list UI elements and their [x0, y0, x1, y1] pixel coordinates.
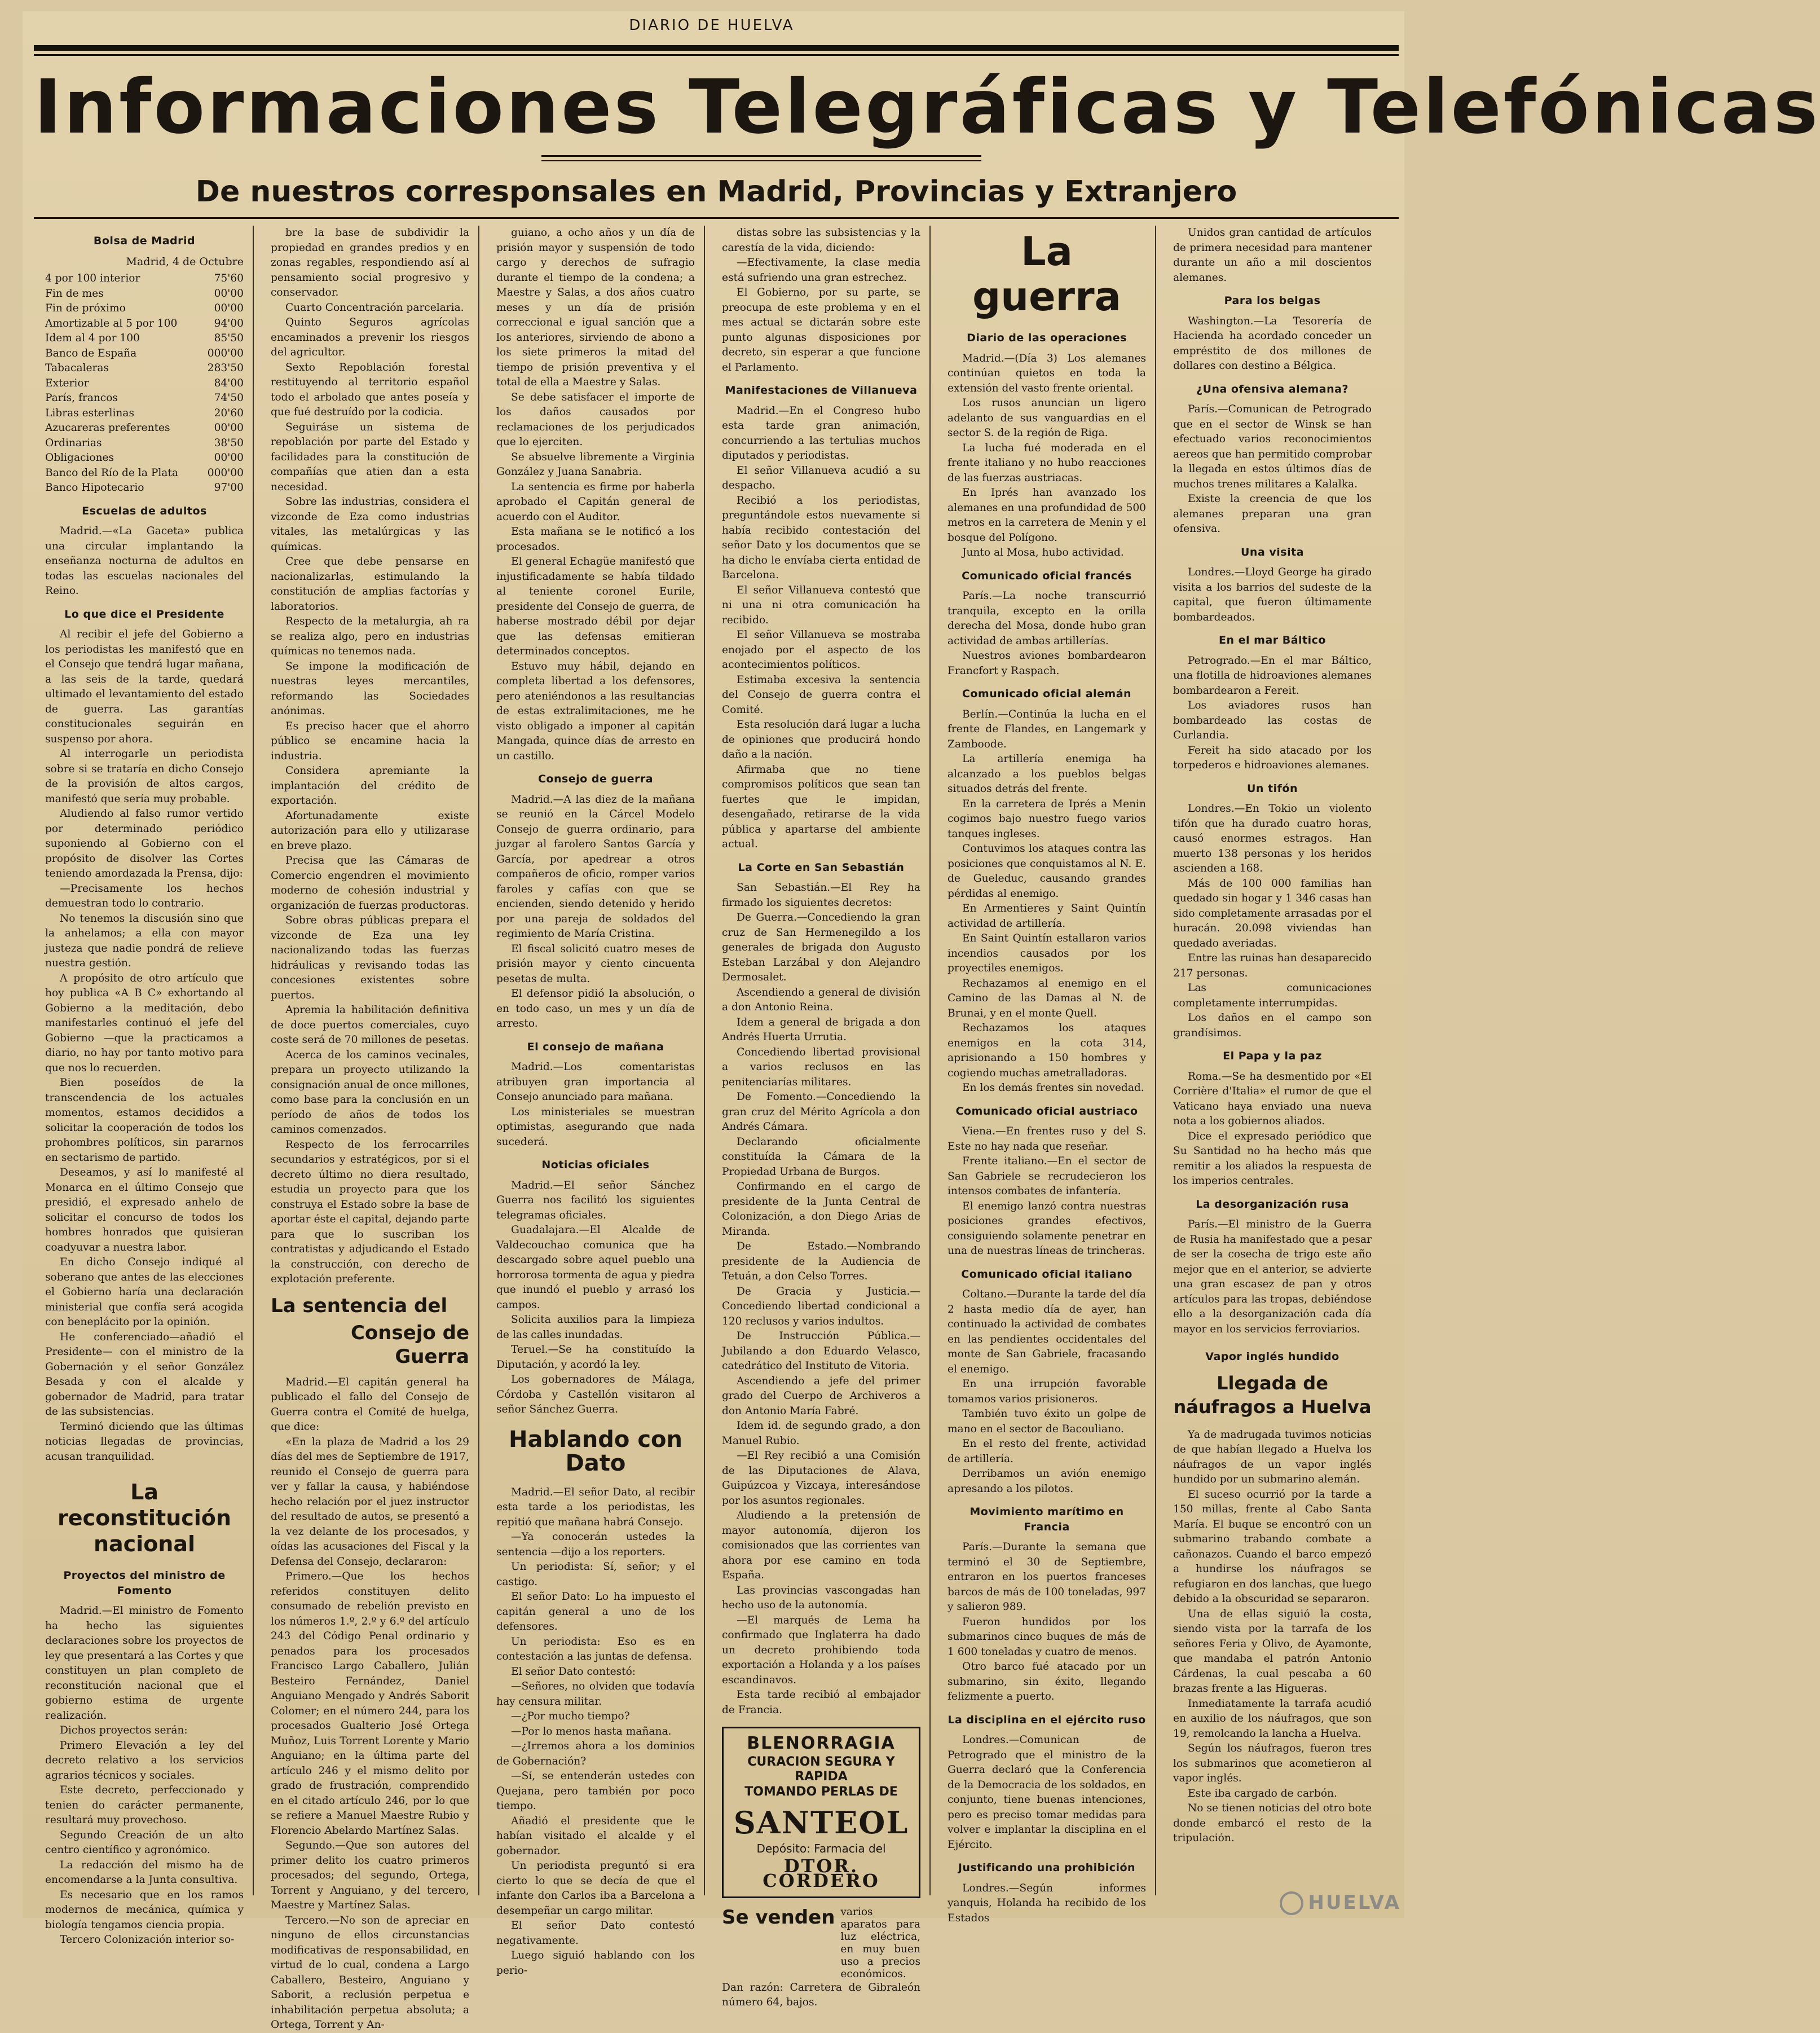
paragraph: Madrid.—El señor Dato, al recibir esta tarde a los periodistas, les repitió que mañana habrá Consejo.	[496, 1486, 695, 1528]
paragraph: —¿Por mucho tiempo?	[511, 1710, 630, 1722]
paragraph: Confirmando en el cargo de presidente de la Junta Central de Colonización, a don Diego Arias de Miranda.	[722, 1181, 920, 1238]
quote-row	[45, 481, 244, 496]
paragraph: Madrid.—El capitán general ha publicado el fallo del Consejo de Guerra contra el Comité de huelga, que dice:	[271, 1376, 469, 1433]
masthead-title: Informaciones Telegráficas y Telefónicas	[34, 64, 1820, 151]
paragraph: Frente italiano.—En el sector de San Gabriele se recrudecieron los intensos combates de infantería.	[948, 1155, 1146, 1197]
bolsa-dateline: Madrid, 4 de Octubre	[126, 255, 244, 268]
column-2	[271, 226, 469, 2031]
paragraph: Idem a general de brigada a don Andrés Huerta Urrutia.	[722, 1016, 920, 1043]
paragraph: El fiscal solicitó cuatro meses de prisión mayor y ciento cincuenta pesetas de multa.	[496, 943, 695, 985]
quote-value: 00'00	[214, 287, 244, 300]
quote-row	[45, 436, 244, 451]
paragraph: Esta resolución dará lugar a lucha de opiniones que producirá hondo daño a la nación.	[722, 719, 920, 760]
baltico-heading: En el mar Báltico	[1219, 634, 1326, 646]
paragraph: Segundo Creación de un alto centro científico y agronómico.	[45, 1829, 244, 1856]
paragraph: Un periodista: Eso es en contestación a las juntas de defensa.	[496, 1635, 695, 1662]
column-rule	[478, 226, 479, 1895]
quote-value: 283'50	[207, 362, 244, 374]
paragraph: Al recibir el jefe del Gobierno a los periodistas les manifestó que en el Consejo que tendrá lugar mañana, a las seis de la tarde, quedará ultimado el levantamiento del estado de guerra. Las garantías constitucionales seguirán en suspenso por ahora.	[45, 628, 244, 745]
paragraph: Las provincias vascongadas han hecho uso de la autonomía.	[722, 1584, 920, 1611]
quote-label: Fin de próximo	[45, 302, 126, 314]
paragraph: Afortunadamente existe autorización para ello y utilizarase en breve plazo.	[271, 809, 469, 852]
column-3	[496, 226, 695, 1977]
paragraph: Este iba cargado de carbón.	[1188, 1787, 1337, 1799]
paragraph: La redacción del mismo ha de encomendarse a la Junta consultiva.	[45, 1859, 244, 1886]
disciplina-heading: La disciplina en el ejército ruso	[948, 1713, 1146, 1726]
paragraph: El señor Villanueva se mostraba enojado por el aspecto de los acontecimientos políticos.	[722, 629, 920, 671]
paragraph: distas sobre las subsistencias y la carestía de la vida, diciendo:	[722, 227, 920, 254]
paragraph: Es preciso hacer que el ahorro público se encamine hacia la industria.	[271, 720, 469, 762]
paragraph: Dichos proyectos serán:	[60, 1724, 188, 1736]
paragraph: Coltano.—Durante la tarde del día 2 hasta medio día de ayer, han continuado la actividad de combates en las pendientes occidentales del monte de San Gabriele, fracasando el enemigo.	[948, 1288, 1146, 1375]
column-rule	[704, 226, 705, 1895]
quote-label: 4 por 100 interior	[45, 272, 140, 284]
paragraph: —Por lo menos hasta mañana.	[511, 1725, 672, 1737]
quote-label: Fin de mes	[45, 287, 104, 300]
header-rule-top	[34, 45, 1399, 51]
paragraph: Apremia la habilitación definitiva de doce puertos comerciales, cuyo coste será de 70 millones de pesetas.	[271, 1004, 469, 1046]
baltico-body	[1173, 654, 1372, 773]
paragraph: Petrogrado.—En el mar Báltico, una flotilla de hidroaviones alemanes bombardearon a Fereit.	[1173, 654, 1372, 697]
subhead-rule	[34, 217, 1399, 219]
quote-row	[45, 406, 244, 421]
quote-label: Ordinarias	[45, 437, 102, 449]
paragraph: —¿Irremos ahora a los dominios de Gobernación?	[496, 1740, 695, 1767]
paragraph: Derribamos un avión enemigo apresando a los pilotos.	[948, 1468, 1146, 1495]
paragraph: —Efectivamente, la clase media está sufriendo una gran estrechez.	[722, 257, 920, 284]
quote-value: 85'50	[214, 332, 244, 344]
paragraph: Otro barco fué atacado por un submarino, sin éxito, llegando felizmente a puerto.	[948, 1661, 1146, 1702]
visita-body	[1173, 565, 1372, 625]
column-rule	[1155, 226, 1156, 1895]
paragraph: Existe la creencia de que los alemanes preparan una gran ofensiva.	[1173, 493, 1372, 535]
paragraph: El señor Dato contestó negativamente.	[496, 1920, 695, 1947]
naufragos-body	[1173, 1428, 1372, 1846]
quote-value: 74'50	[214, 392, 244, 404]
paragraph: También tuvo éxito un golpe de mano en el sector de Bacouliano.	[948, 1408, 1146, 1435]
sale-text: varios aparatos para luz eléctrica, en muy buen uso a precios económicos.	[840, 1906, 920, 1980]
quote-label: Banco del Río de la Plata	[45, 467, 178, 479]
paragraph: Respecto de los ferrocarriles secundarios y estratégicos, por si el decreto último no diera resultado, estudia un proyecto para que los construya el Estado sobre la base de aportar éste el capital, dejando parte para que lo suscriban los contratistas y adjudicando el Estado la construcción, con derecho de explotación preferente.	[271, 1138, 469, 1285]
paragraph: Londres.—En Tokio un violento tifón que ha durado cuatro horas, causó enormes estragos. Han muerto 138 personas y los heridos ascienden a 168.	[1173, 803, 1372, 874]
paragraph: El Gobierno, por su parte, se preocupa de este problema y en el mes actual se dictarán sobre este punto algunas disposiciones por decreto, sin esperar a que funcione el Parlamento.	[722, 287, 920, 373]
paragraph: Las comunicaciones completamente interrumpidas.	[1173, 982, 1372, 1009]
quote-label: Amortizable al 5 por 100	[45, 317, 178, 329]
paragraph: Rechazamos al enemigo en el Camino de las Damas al N. de Brunai, y en el monte Quell.	[948, 977, 1146, 1019]
watermark-text: HUELVA	[1308, 1891, 1401, 1914]
paragraph: El suceso ocurrió por la tarde a 150 millas, frente al Cabo Santa María. El buque se encontró con un submarino trabando combate a cañonazos. Cuando el barco empezó a hundirse los náufragos se refugiaron en dos lanchas, que luego debido a la obscuridad se separaron.	[1173, 1488, 1372, 1605]
paragraph: Bien poseídos de la transcendencia de los actuales momentos, estamos decididos a solicitar la cooperación de todos los prohombres políticos, sin pararnos en sectarismo de partido.	[45, 1077, 244, 1164]
paragraph: —Sí, se entenderán ustedes con Quejana, pero también por poco tiempo.	[496, 1770, 695, 1812]
quote-value: 97'00	[214, 482, 244, 494]
paragraph: Tercero Colonización interior so-	[60, 1934, 235, 1946]
column-3-body	[496, 226, 695, 764]
ad-line-3: TOMANDO PERLAS DE	[744, 1784, 898, 1799]
quote-row	[45, 391, 244, 406]
ofensiva-body	[1173, 402, 1372, 537]
belgas-heading: Para los belgas	[1224, 294, 1321, 307]
column-4-body	[722, 226, 920, 375]
paragraph: Londres.—Comunican de Petrogrado que el ministro de la Guerra declaró que la Conferencia de la Democracia de los soldados, en conjunto, tiene buenas intenciones, pero es preciso tomar medidas para volver e implantar la disciplina en el Ejército.	[948, 1734, 1146, 1851]
paragraph: Quinto Seguros agrícolas encaminados a prevenir los riesgos del agricultor.	[271, 316, 469, 358]
quote-value: 84'00	[214, 377, 244, 389]
paragraph: Es necesario que en los ramos modernos de mecánica, química y biología tengamos ciencia propia.	[45, 1889, 244, 1931]
paragraph: Tercero.—No son de apreciar en ninguno de ellos circunstancias modificativas de responsabilidad, en virtud de lo cual, condena a Largo Caballero, Besteiro, Anguiano y Saborit, a reclusión perpetua e inhabilitación perpetua absoluta; a Ortega, Torrent y An-	[271, 1914, 469, 2031]
quote-value: 00'00	[214, 422, 244, 434]
paragraph: Contuvimos los ataques contra las posiciones que conquistamos al N. E. de Gueleduc, causando grandes pérdidas al enemigo.	[948, 843, 1146, 900]
paragraph: Declarando oficialmente constituída la Cámara de la Propiedad Urbana de Burgos.	[722, 1136, 920, 1178]
quote-row	[45, 301, 244, 316]
sale-notice	[722, 1906, 920, 1981]
paragraph: Entre las ruinas han desaparecido 217 personas.	[1173, 952, 1372, 979]
quote-row	[45, 466, 244, 481]
belgas-body	[1173, 314, 1372, 374]
column-2-body	[271, 226, 469, 1287]
paragraph: Teruel.—Se ha constituído la Diputación, y acordó la ley.	[496, 1344, 695, 1371]
paragraph: Más de 100 000 familias han quedado sin hogar y 1 346 casas han sido completamente arrasadas por el huracán. 20.098 viviendas han quedado averiadas.	[1173, 877, 1372, 949]
paragraph: El señor Dato: Lo ha impuesto el capitán general a uno de los defensores.	[496, 1591, 695, 1632]
paragraph: —El Rey recibió a una Comisión de las Diputaciones de Alava, Guipúzcoa y Vizcaya, interesándose por los asuntos regionales.	[722, 1450, 920, 1507]
aleman-body	[948, 707, 1146, 1096]
paragraph: Idem id. de segundo grado, a don Manuel Rubio.	[722, 1420, 920, 1447]
dato-body	[496, 1485, 695, 1979]
paragraph: Cree que debe pensarse en nacionalizarlas, estimulando la constitución de amplias factorías y laboratorios.	[271, 556, 469, 613]
paragraph: De Fomento.—Concediendo la gran cruz del Mérito Agrícola a don Andrés Cámara.	[722, 1091, 920, 1133]
paragraph: Washington.—La Tesorería de Hacienda ha acordado conceder un empréstito de dos millones de dollares con destino a Bélgica.	[1173, 315, 1372, 372]
quote-row	[45, 376, 244, 391]
ofensiva-heading: ¿Una ofensiva alemana?	[1196, 382, 1349, 395]
paragraph: Madrid.—El ministro de Fomento ha hecho las siguientes declaraciones sobre los proyectos de ley que presentará a las Cortes y que constituyen un plan completo de reconstitución nacional que el gobierno estima de urgente realización.	[45, 1605, 244, 1722]
tifon-body	[1173, 802, 1372, 1041]
paragraph: He conferenciado—añadió el Presidente— con el ministro de la Gobernación y el señor González Besada y con el alcalde y gobernador de Madrid, para tratar de las subsistencias.	[45, 1331, 244, 1418]
paragraph: Los gobernadores de Málaga, Córdoba y Castellón visitaron al señor Sánchez Guerra.	[496, 1374, 695, 1415]
paragraph: Al interrogarle un periodista sobre si se trataría en dicho Consejo de la provisión de altos cargos, manifestó que sería muy probable.	[45, 748, 244, 805]
papa-heading: El Papa y la paz	[1223, 1050, 1322, 1062]
noticias-heading: Noticias oficiales	[541, 1159, 650, 1171]
papa-body	[1173, 1070, 1372, 1189]
corte-heading: La Corte en San Sebastián	[738, 861, 905, 874]
paragraph: El señor Villanueva acudió a su despacho.	[722, 464, 920, 491]
paragraph: En Armentieres y Saint Quintín actividad de artillería.	[948, 903, 1146, 930]
paragraph: «En la plaza de Madrid a los 29 días del mes de Septiembre de 1917, reunido el Consejo de guerra para ver y fallar la causa, y habiéndose hecho relación por el juez instructor del resultado de autos, se presentó a la vez delante de los procesados, y oídas las acusaciones del Fiscal y la Defensa del Consejo, declararon:	[271, 1436, 469, 1568]
paragraph: En el resto del frente, actividad de artillería.	[948, 1438, 1146, 1465]
paragraph: Se impone la modificación de nuestras leyes mercantiles, reformando las Sociedades anónimas.	[271, 660, 469, 717]
visita-heading: Una visita	[1240, 545, 1304, 558]
column-rule	[929, 226, 931, 1895]
paragraph: Un periodista preguntó si era cierto lo que se decía de que el infante don Carlos iba a Barcelona a desempeñar un cargo militar.	[496, 1860, 695, 1917]
dato-heading: Hablando con Dato	[509, 1426, 682, 1476]
paragraph: En los demás frentes sin novedad.	[962, 1082, 1144, 1094]
maritimo-heading: Movimiento marítimo en Francia	[970, 1506, 1124, 1533]
quote-label: Idem al 4 por 100	[45, 332, 140, 344]
paragraph: En la carretera de Iprés a Menin cogimos bajo nuestro fuego varios tanques ingleses.	[948, 798, 1146, 840]
ad-line-5: Depósito: Farmacia del	[756, 1842, 886, 1855]
paragraph: En una irrupción favorable tomamos varios prisioneros.	[948, 1378, 1146, 1405]
sentencia-heading-1: La sentencia del	[271, 1294, 448, 1317]
escuelas-heading: Escuelas de adultos	[82, 504, 207, 517]
quote-value: 75'60	[214, 272, 244, 284]
paragraph: Roma.—Se ha desmentido por «El Corrière d'Italia» el rumor de que el Vaticano haya enviado una nueva nota a los gobiernos aliados.	[1173, 1070, 1372, 1127]
paragraph: París.—Durante la semana que terminó el 30 de Septiembre, entraron en los puertos franceses barcos de más de 100 toneladas, 997 y salieron 989.	[948, 1541, 1146, 1613]
bolsa-heading: Bolsa de Madrid	[93, 235, 196, 247]
paragraph: El enemigo lanzó contra nuestras posiciones grandes efectivos, consiguiendo solamente penetrar en una de nuestras líneas de trincheras.	[948, 1200, 1146, 1257]
paragraph: Segundo.—Que son autores del primer delito los cuatro primeros procesados; del segundo, Ortega, Torrent y Anguiano, y del tercero, Maestre y Martínez Salas.	[271, 1840, 469, 1911]
paragraph: Sobre las industrias, considera el vizconde de Eza como industrias vitales, las metalúrgicas y las químicas.	[271, 496, 469, 553]
paragraph: Añadió el presidente que le habían visitado el alcalde y el gobernador.	[496, 1815, 695, 1857]
corte-body	[722, 881, 920, 1718]
paragraph: Estuvo muy hábil, dejando en completa libertad a los defensores, pero ateniéndonos a las resultancias de estas extralimitaciones, me he visto obligado a imponer al capitán Mangada, quince días de arresto en un castillo.	[496, 660, 695, 762]
italiano-body	[948, 1287, 1146, 1497]
paragraph: Ascendiendo a jefe del primer grado del Cuerpo de Archiveros a don Antonio María Fabré.	[722, 1375, 920, 1417]
paragraph: Los rusos anuncian un ligero adelanto de sus vanguardias en el sector S. de la región de Riga.	[948, 397, 1146, 439]
quote-label: Banco de España	[45, 347, 137, 359]
naufragos-heading: Llegada de náufragos a Huelva	[1173, 1372, 1372, 1418]
quote-value: 000'00	[207, 467, 244, 479]
reconstitucion-heading: La reconstitución nacional	[58, 1480, 231, 1556]
masthead-ornament	[541, 155, 981, 161]
austriaco-heading: Comunicado oficial austriaco	[955, 1104, 1138, 1117]
paragraph: Precisa que las Cámaras de Comercio engendren el movimiento moderno de cohesión industrial y organización de fuerzas productoras.	[271, 855, 469, 912]
sale-address: Dan razón: Carretera de Gibraleón número 64, bajos.	[722, 1981, 920, 2008]
tifon-heading: Un tifón	[1246, 782, 1298, 795]
paragraph: Se absuelve libremente a Virginia González y Juana Sanabria.	[496, 451, 695, 478]
vapor-heading: Vapor inglés hundido	[1205, 1350, 1339, 1363]
proyectos-heading: Proyectos del ministro de Fomento	[63, 1569, 226, 1597]
santeol-advertisement	[722, 1727, 920, 1898]
diario-body	[948, 351, 1146, 561]
paragraph: En Saint Quintín estallaron varios incendios causados por los proyectiles enemigos.	[948, 932, 1146, 974]
ad-line-1: BLENORRAGIA	[747, 1733, 896, 1753]
quote-row	[45, 287, 244, 302]
paragraph: —Precisamente los hechos demuestran todo lo contrario.	[45, 882, 244, 909]
villanueva-heading: Manifestaciones de Villanueva	[725, 384, 918, 397]
paragraph: Ascendiendo a general de división a don Antonio Reina.	[722, 986, 920, 1013]
presidente-heading: Lo que dice el Presidente	[64, 608, 224, 621]
paragraph: París.—Comunican de Petrogrado que en el sector de Winsk se han efectuado varios reconocimientos aereos que han permitido comprobar la llegada en estos últimos días de muchos trenes militares a Kalalka.	[1173, 403, 1372, 490]
austriaco-body	[948, 1124, 1146, 1259]
paragraph: guiano, a ocho años y un día de prisión mayor y suspensión de todo cargo y derechos de sufragio durante el tiempo de la condena; a Maestre y Salas, a dos años cuatro meses y un día de prisión correccional e igual sanción que a los anteriores, sirviendo de abono a los siete primeros la mitad del tiempo de prisión preventiva y el total de ella a Maestre y Salas.	[496, 227, 695, 388]
paragraph: El señor Villanueva contestó que ni una ni otra comunicación ha recibido.	[722, 584, 920, 626]
column-6-body	[1173, 226, 1372, 285]
consejo-heading: Consejo de guerra	[537, 773, 654, 785]
paragraph: Los ministeriales se muestran optimistas, asegurando que nada sucederá.	[496, 1106, 695, 1148]
ad-pharmacy: DTOR. CORDERO	[763, 1855, 880, 1891]
presidente-body	[45, 627, 244, 1464]
quote-row	[45, 316, 244, 332]
frances-heading: Comunicado oficial francés	[962, 569, 1132, 582]
paragraph: En Iprés han avanzado los alemanes en una profundidad de 500 metros en la carretera de Menin y el bosque del Polígono.	[948, 487, 1146, 544]
paragraph: Aludiendo al falso rumor vertido por determinado periódico suponiendo al Gobierno con el propósito de disolver las Cortes teniendo amordazada la Prensa, dijo:	[45, 808, 244, 879]
paragraph: Fueron hundidos por los submarinos cinco buques de más de 1 600 toneladas y cuatro de menos.	[948, 1616, 1146, 1658]
quote-row	[45, 421, 244, 436]
paragraph: La artillería enemiga ha alcanzado a los pueblos belgas situados detrás del frente.	[948, 753, 1146, 795]
quote-row	[45, 361, 244, 376]
paragraph: Londres.—Según informes yanquis, Holanda ha recibido de los Estados	[948, 1882, 1146, 1924]
paragraph: El general Echagüe manifestó que injustificadamente se había tildado al teniente coronel Eurile, presidente del Consejo de guerra, de haberse mostrado débil por dejar que las defensas emitieran determinados conceptos.	[496, 556, 695, 657]
consejo-body	[496, 793, 695, 1032]
paragraph: Viena.—En frentes ruso y del S. Este no hay nada que reseñar.	[948, 1125, 1146, 1152]
paragraph: Considera apremiante la implantación del crédito de exportación.	[271, 765, 469, 807]
paragraph: Sexto Repoblación forestal restituyendo al territorio español todo el arbolado que antes poseía y que fué destruído por la codicia.	[271, 361, 469, 418]
maritimo-body	[948, 1540, 1146, 1705]
header-rule-thin	[34, 54, 1399, 56]
diario-heading: Diario de las operaciones	[967, 332, 1127, 344]
paragraph: Afirmaba que no tiene compromisos políticos que sean tan fuertes que le impidan, desengañado, retirarse de la vida pública y apartarse del ambiente actual.	[722, 763, 920, 850]
paragraph: Esta mañana se le notificó a los procesados.	[496, 526, 695, 553]
disciplina-body	[948, 1733, 1146, 1852]
justificando-heading: Justificando una prohibición	[958, 1862, 1136, 1874]
paragraph: San Sebastián.—El Rey ha firmado los siguientes decretos:	[722, 882, 920, 909]
sale-heading: Se venden	[722, 1906, 835, 1929]
paragraph: Los aviadores rusos han bombardeado las costas de Curlandia.	[1173, 699, 1372, 741]
paragraph: bre la base de subdividir la propiedad en grandes predios y en zonas regables, respondiendo así al pensamiento social progresivo y conservador.	[271, 227, 469, 298]
quote-row	[45, 451, 244, 466]
column-rule	[253, 226, 254, 1895]
noticias-body	[496, 1178, 695, 1418]
paragraph: De Gracia y Justicia.—Concediendo libertad condicional a 120 reclusos y varios indultos.	[722, 1285, 920, 1327]
paragraph: De Guerra.—Concediendo la gran cruz de San Hermenegildo a los generales de brigada don Augusto Esteban Larzábal y don Alejandro Dermosalet.	[722, 912, 920, 983]
ad-line-2: CURACION SEGURA Y RAPIDA	[747, 1754, 895, 1784]
paragraph: Madrid.—El señor Sánchez Guerra nos facilitó los siguientes telegramas oficiales.	[496, 1179, 695, 1221]
paragraph: Seguiráse un sistema de repoblación por parte del Estado y facilidades para la constitución de compañías que atien dan a esta necesidad.	[271, 421, 469, 493]
quote-value: 20'60	[214, 407, 244, 419]
justificando-body	[948, 1881, 1146, 1926]
paragraph: Una de ellas siguió la costa, siendo vista por la tarrafa de los señores Feria y Olivo, de Ayamonte, que mandaba el patrón Antonio Cárdenas, la cual pescaba a 60 brazas frente a las Higueras.	[1173, 1608, 1372, 1695]
quote-label: Tabacaleras	[45, 362, 109, 374]
paragraph: Cuarto Concentración parcelaria.	[285, 301, 464, 314]
column-4	[722, 226, 920, 2008]
paragraph: Este decreto, perfeccionado y tenien do carácter permanente, resultará muy provechoso.	[45, 1784, 244, 1826]
column-6	[1173, 226, 1372, 1895]
watermark-ring-icon	[1280, 1891, 1303, 1915]
paragraph: Esta tarde recibió al embajador de Francia.	[722, 1689, 920, 1716]
quote-row	[45, 331, 244, 346]
paragraph: Deseamos, y así lo manifesté al Monarca en el último Consejo que presidió, el expresado anhelo de solicitar el concurso de todos los hombres honrados que quisieran coadyuvar a nuestra labor.	[45, 1167, 244, 1253]
paragraph: Madrid.—A las diez de la mañana se reunió en la Cárcel Modelo Consejo de guerra ordinario, para juzgar al farolero Santos García y García, por apedrear a otros compañeros de oficio, romper varios faroles y cafías con que se encienden, siendo detenido y herido por una pareja de soldados del regimiento de María Cristina.	[496, 793, 695, 940]
quote-value: 00'00	[214, 452, 244, 464]
quote-row	[45, 346, 244, 362]
paragraph: —Ya conocerán ustedes la sentencia —dijo a los reporters.	[496, 1531, 695, 1558]
paragraph: Inmediatamente la tarrafa acudió en auxilio de los náufragos, que son 19, remolcando la lancha a Huelva.	[1173, 1697, 1372, 1740]
manana-body	[496, 1060, 695, 1150]
paragraph: Guadalajara.—El Alcalde de Valdecouchao comunica que ha descargado sobre aquel pueblo una horrorosa tormenta de agua y piedra que inundó el pueblo y arrasó los campos.	[496, 1224, 695, 1311]
paragraph: Madrid.—(Día 3) Los alemanes continúan quietos en toda la extensión del vasto frente oriental.	[948, 352, 1146, 394]
paragraph: —Señores, no olviden que todavía hay censura militar.	[496, 1680, 695, 1708]
paragraph: El señor Dato contestó:	[511, 1665, 636, 1678]
paragraph: Rechazamos los ataques enemigos en la cota 314, aprisionando a 150 hombres y cogiendo muchas ametralladoras.	[948, 1022, 1146, 1079]
paragraph: De Estado.—Nombrando presidente de la Audiencia de Tetuán, a don Celso Torres.	[722, 1240, 920, 1282]
quote-value: 00'00	[214, 302, 244, 314]
paragraph: Acerca de los caminos vecinales, prepara un proyecto utilizando la consignación anual de once millones, como base para la conclusión en un período de años de todos los caminos comenzados.	[271, 1049, 469, 1136]
escuelas-text: Madrid.—«La Gaceta» publica una circular implantando la enseñanza nocturna de adultos en todas las escuelas nacionales del Reino.	[45, 525, 244, 597]
frances-body	[948, 589, 1146, 679]
rusa-heading: La desorganización rusa	[1196, 1198, 1349, 1211]
paragraph: Madrid.—Los comentaristas atribuyen gran importancia al Consejo anunciado para mañana.	[496, 1061, 695, 1103]
paragraph: París.—La noche transcurrió tranquila, excepto en la orilla derecha del Mosa, donde hubo gran actividad de ambas artillerías.	[948, 590, 1146, 647]
aleman-heading: Comunicado oficial alemán	[962, 688, 1132, 700]
paragraph: No se tienen noticias del otro bote donde embarcó el resto de la tripulación.	[1173, 1802, 1372, 1844]
paragraph: Luego siguió hablando con los perio-	[496, 1950, 695, 1977]
paragraph: Berlín.—Continúa la lucha en el frente de Flandes, en Langemark y Zamboode.	[948, 708, 1146, 750]
quote-label: París, francos	[45, 392, 118, 404]
paragraph: Ya de madrugada tuvimos noticias de que habían llegado a Huelva los náufragos de un vapor inglés hundido por un submarino alemán.	[1173, 1428, 1372, 1485]
paragraph: Concediendo libertad provisional a varios reclusos en las penitenciarías militares.	[722, 1046, 920, 1088]
paragraph: Un periodista: Sí, señor; y el castigo.	[496, 1561, 695, 1588]
sentencia-heading-2: Consejo de Guerra	[350, 1321, 469, 1368]
quote-row	[45, 271, 244, 287]
paragraph: En dicho Consejo indiqué al soberano que antes de las elecciones el Gobierno haría una declaración ministerial que confía será acogida con beneplácito por la opinión.	[45, 1256, 244, 1328]
paragraph: De Instrucción Pública.—Jubilando a don Eduardo Velasco, catedrático del Instituto de Vitoria.	[722, 1330, 920, 1372]
quote-value: 94'00	[214, 317, 244, 329]
paragraph: Respecto de la metalurgia, ah ra se realiza algo, pero en industrias químicas no tenemos nada.	[271, 615, 469, 657]
column-5	[948, 226, 1146, 1924]
archive-watermark-logo	[1280, 1891, 1401, 1916]
paragraph: La lucha fué moderada en el frente italiano y no hubo reacciones de las fuerzas austriacas.	[948, 442, 1146, 484]
subhead-title: De nuestros corresponsales en Madrid, Provincias y Extranjero	[195, 175, 1237, 209]
italiano-heading: Comunicado oficial italiano	[961, 1268, 1132, 1280]
paragraph: Unidos gran cantidad de artículos de primera necesidad para mantener durante un año a mil doscientos alemanes.	[1173, 227, 1372, 284]
paragraph: Sobre obras públicas prepara el vizconde de Eza una ley nacionalizando todas las fuerzas hidráulicas y revisando todas las concesiones existentes sobre puertos.	[271, 914, 469, 1001]
proyectos-body	[45, 1604, 244, 1948]
paragraph: París.—El ministro de la Guerra de Rusia ha manifestado que a pesar de ser la cosecha de trigo este año mejor que en el anterior, se advierte una gran escasez de pan y otros artículos para las tropas, debiéndose ello a la desorganización cada día mayor en los servicios ferroviarios.	[1173, 1218, 1372, 1335]
paragraph: El defensor pidió la absolución, o en todo caso, un mes y un día de arresto.	[496, 988, 695, 1029]
paragraph: Junto al Mosa, hubo actividad.	[962, 547, 1124, 558]
paragraph: —El marqués de Lema ha confirmado que Inglaterra ha dado un decreto prohibiendo toda exportación a Holanda y a los países escandinavos.	[722, 1614, 920, 1686]
quote-label: Azucareras preferentes	[45, 422, 170, 434]
paragraph: Fereit ha sido atacado por los torpederos e hidroaviones alemanes.	[1173, 744, 1372, 771]
rusa-body	[1173, 1217, 1372, 1337]
paragraph: Recibió a los periodistas, preguntándole estos nuevamente si había recibido contestación del señor Dato y los documentos que se ha dicho le envíaba cierta entidad de Barcelona.	[722, 494, 920, 581]
paragraph: Los daños en el campo son grandísimos.	[1173, 1012, 1372, 1039]
paragraph: Nuestros aviones bombardearon Francfort y Raspach.	[948, 650, 1146, 677]
paragraph: A propósito de otro artículo que hoy publica «A B C» exhortando al Gobierno a la meditación, debo manifestarles continuó el jefe del Gobierno —que la practicamos a diario, no hay por tanto motivo para que nos lo recuerden.	[45, 972, 244, 1074]
column-1	[45, 226, 244, 1946]
paragraph: Terminó diciendo que las últimas noticias llegadas de provincias, acusan tranquilidad.	[45, 1420, 244, 1463]
quote-value: 38'50	[214, 437, 244, 449]
paragraph: Primero.—Que los hechos referidos constituyen delito consumado de rebelión previsto en los números 1.º, 2.º y 6.º del artículo 243 del Código Penal ordinario y penados para los procesados Francisco Largo Caballero, Julián Besteiro Fernández, Daniel Anguiano Mengado y Andrés Saborit Colomer; en el número 244, para los procesados Gualterio José Ortega Muñoz, Luis Torrent Lorente y Mario Anguiano; en la última parte del artículo 246 y el mismo delito por grado de frustración, comprendido en el citado artículo 246, por lo que se refiere a Manuel Maestre Rubio y Florencio Abelardo Martínez Salas.	[271, 1570, 469, 1837]
manana-heading: El consejo de mañana	[527, 1040, 664, 1053]
guerra-heading: La guerra	[972, 228, 1121, 320]
ad-brand: SANTEOL	[733, 1805, 909, 1841]
villanueva-body	[722, 404, 920, 852]
paragraph: No tenemos la discusión sino que la anhelamos; a ella con mayor justeza que nadie pondrá de relieve nuestra gestión.	[45, 912, 244, 969]
sentencia-body	[271, 1375, 469, 2033]
paragraph: Primero Elevación a ley del decreto relativo a los servicios agrarios técnicos y sociales.	[45, 1739, 244, 1781]
paragraph: Solicita auxilios para la limpieza de las calles inundadas.	[496, 1314, 695, 1341]
paragraph: Dice el expresado periódico que Su Santidad no ha hecho más que remitir a los aliados la respuesta de los imperios centrales.	[1173, 1130, 1372, 1187]
paragraph: Madrid.—En el Congreso hubo esta tarde gran animación, concurriendo a las tertulias muchos diputados y periodistas.	[722, 404, 920, 461]
paragraph: Se debe satisfacer el importe de los daños causados por reclamaciones de los perjudicados que lo ejerciten.	[496, 391, 695, 448]
running-head: DIARIO DE HUELVA	[629, 17, 795, 34]
paragraph: Estimaba excesiva la sentencia del Consejo de guerra contra el Comité.	[722, 674, 920, 716]
quote-label: Obligaciones	[45, 452, 114, 464]
paragraph: La sentencia es firme por haberla aprobado el Capitán general de acuerdo con el Auditor.	[496, 481, 695, 523]
paragraph: Aludiendo a la pretensión de mayor autonomía, dijeron los comisionados que las corrientes van ahora por ese camino en toda España.	[722, 1510, 920, 1581]
quote-label: Exterior	[45, 377, 89, 389]
quote-label: Libras esterlinas	[45, 407, 135, 419]
paragraph: Londres.—Lloyd George ha girado visita a los barrios del sudeste de la capital, que fueron últimamente bombardeados.	[1173, 566, 1372, 623]
bolsa-quotes-list	[45, 271, 244, 496]
quote-label: Banco Hipotecario	[45, 482, 144, 494]
quote-value: 000'00	[207, 347, 244, 359]
paragraph: Según los náufragos, fueron tres los submarinos que acometieron al vapor inglés.	[1173, 1742, 1372, 1784]
